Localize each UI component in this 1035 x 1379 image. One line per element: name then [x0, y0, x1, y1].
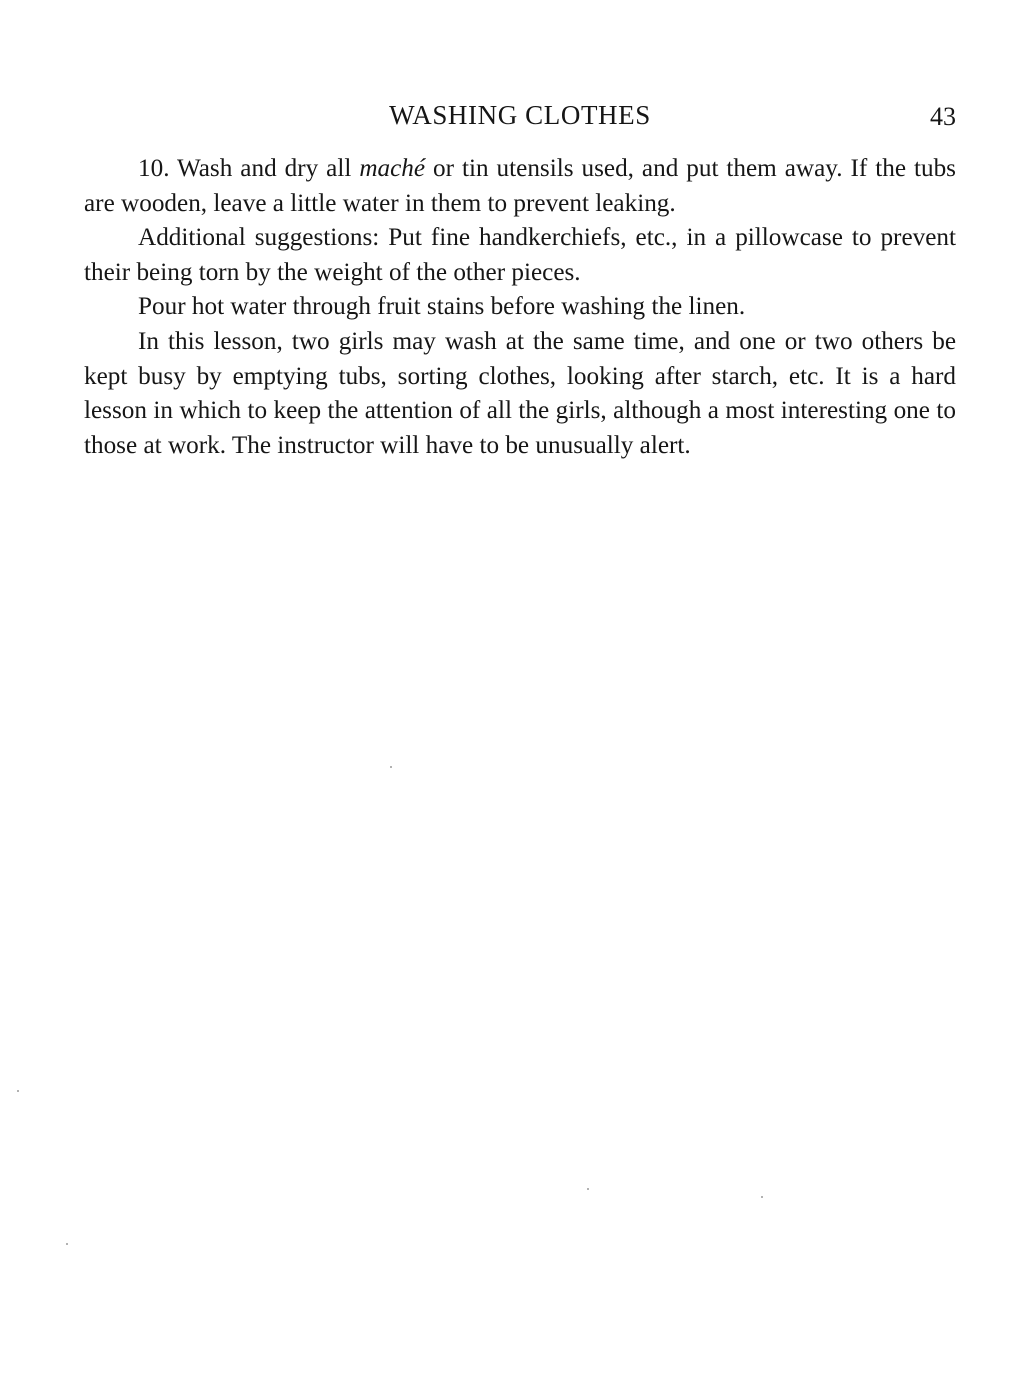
step-10-lead: 10. Wash and dry all: [138, 155, 360, 182]
paper-speck: [17, 1090, 19, 1092]
paragraph-additional-suggestions: Additional suggestions: Put fine handkerchiefs, etc., in a pillowcase to prevent their being torn by the weight of the other pieces.: [84, 224, 956, 286]
step-10-italic-term: maché: [359, 155, 426, 182]
step-10-rest: or tin utensils used, and put them away. If the tubs are wooden, leave a little water in them to prevent leaking.: [84, 155, 956, 217]
paper-speck: [390, 766, 392, 768]
paragraph-lesson-note: In this lesson, two girls may wash at the same time, and one or two others be kept busy by emptying tubs, sorting clothes, looking after starch, etc. It is a hard lesson in which to keep the attention of all the girls, although a most interesting one to those at work. The instructor will have to be unusually alert.: [84, 327, 956, 459]
paper-speck: [761, 1196, 763, 1198]
running-head: [84, 100, 956, 136]
running-title: WASHING CLOTHES: [389, 100, 651, 130]
paragraph-fruit-stains: Pour hot water through fruit stains before washing the linen.: [138, 293, 746, 321]
paragraph-step-10: [84, 152, 956, 221]
paper-speck: [587, 1188, 589, 1190]
paper-speck: [66, 1243, 68, 1245]
body-text: [84, 152, 956, 463]
page-number: 43: [930, 102, 956, 131]
